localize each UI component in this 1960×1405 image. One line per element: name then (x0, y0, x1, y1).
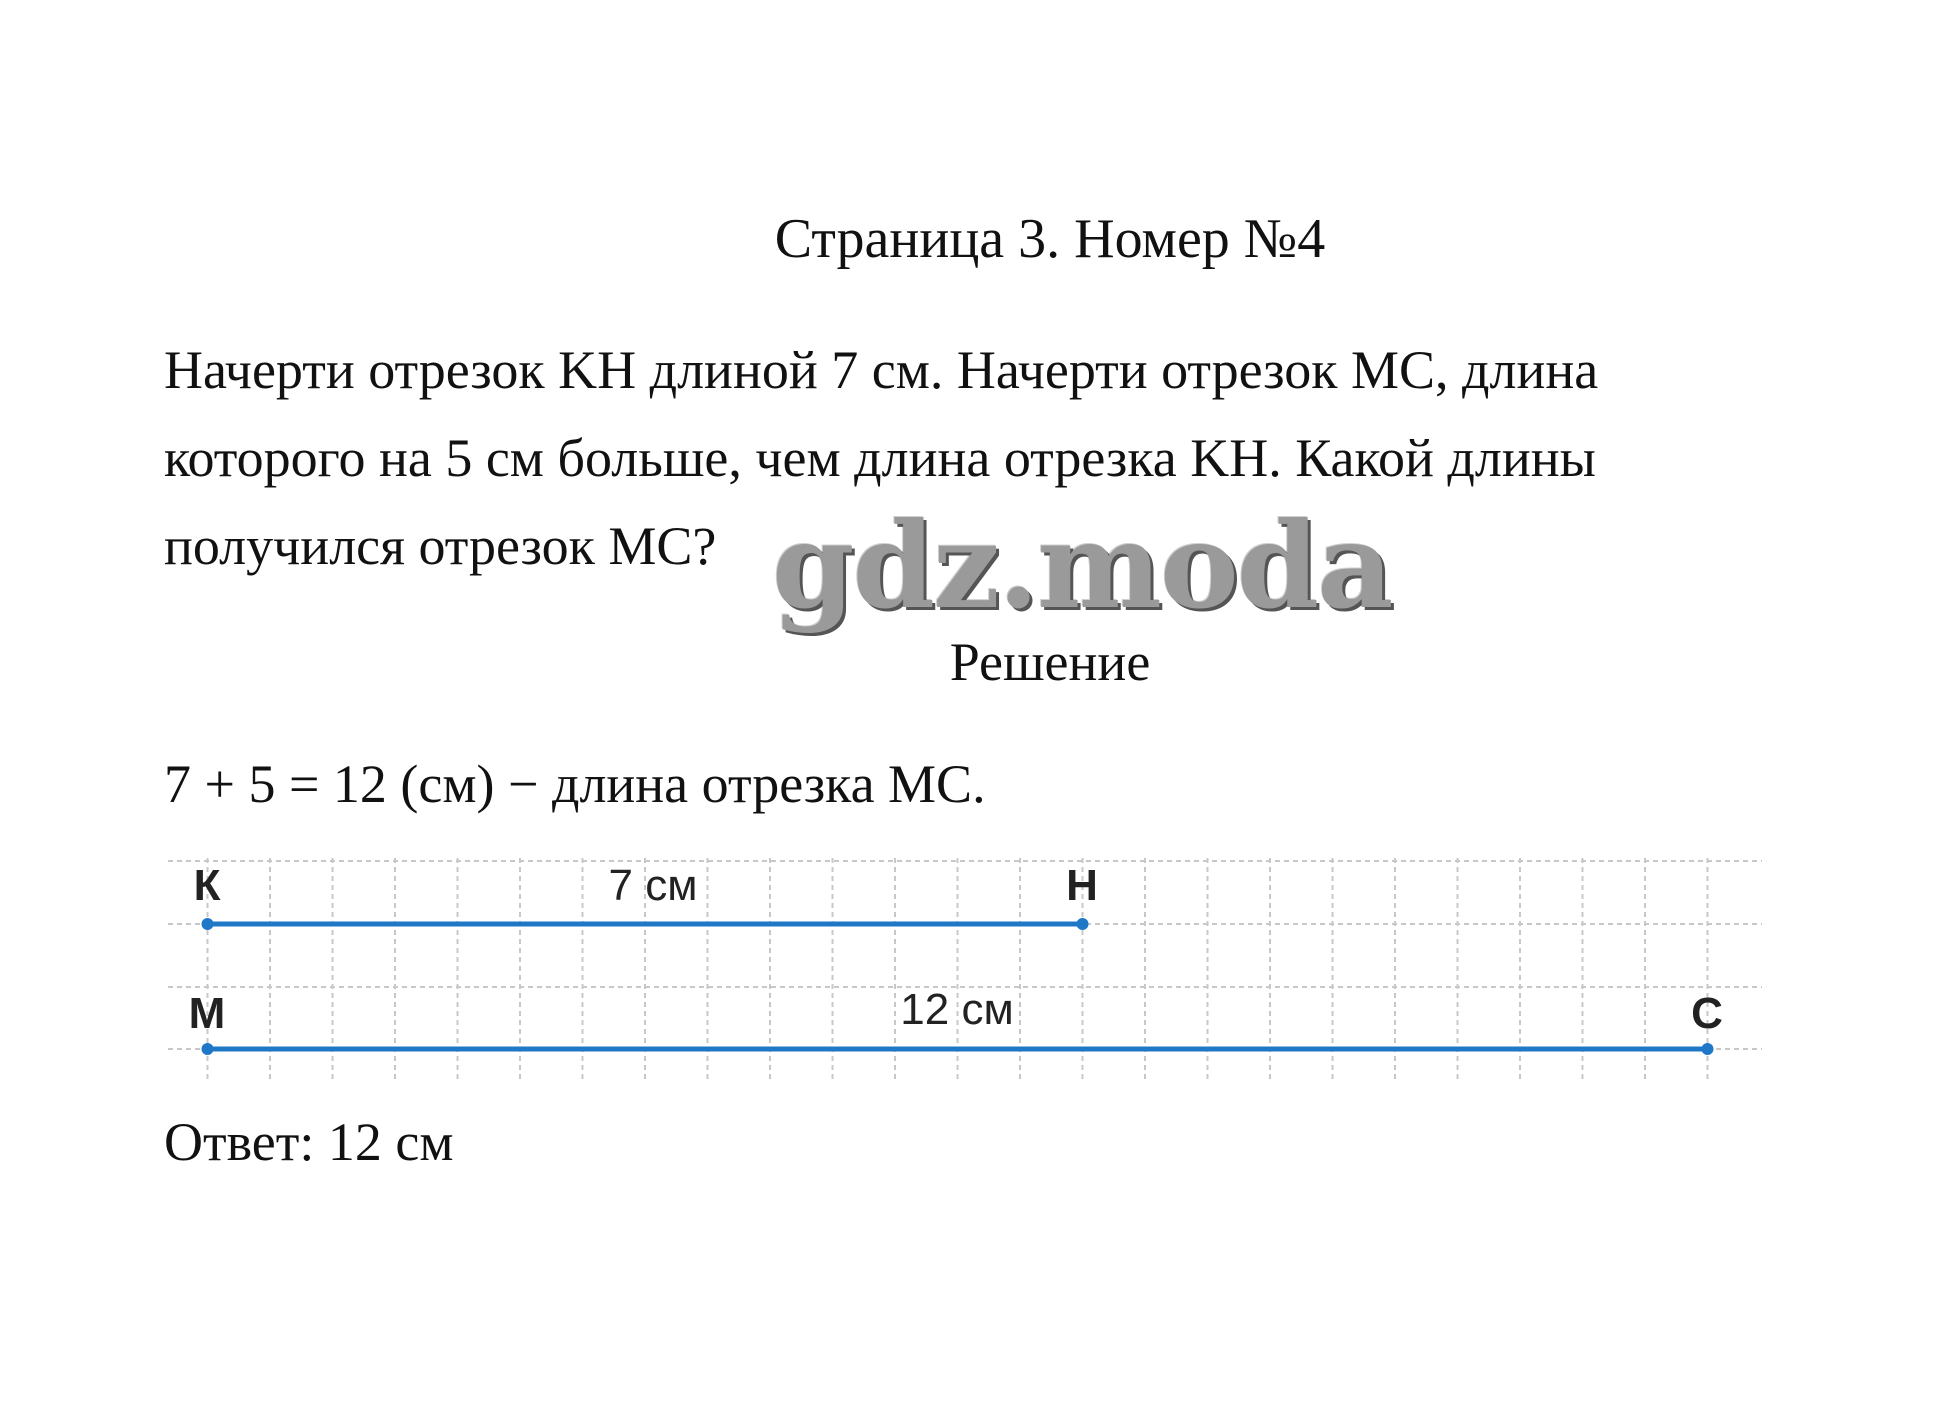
page-title: Страница 3. Номер №4 (774, 208, 1326, 270)
answer-text: Ответ: 12 см (164, 1112, 454, 1172)
point-label-c: С (1691, 989, 1723, 1038)
segment-mc-end-point (1702, 1043, 1714, 1055)
segment-kh-length-label: 7 см (608, 861, 698, 910)
solution-equation: 7 + 5 = 12 (см) − длина отрезка МС. (164, 754, 986, 814)
segment-mc-length-label: 12 см (900, 985, 1014, 1034)
point-label-k: К (193, 861, 221, 910)
point-label-m: М (188, 989, 226, 1038)
segment-mc-start-point (202, 1043, 214, 1055)
segment-kh-start-point (202, 918, 214, 930)
watermark-logo: gdz.moda (772, 496, 1392, 635)
point-label-h: Н (1066, 861, 1098, 910)
segment-kh-end-point (1077, 918, 1089, 930)
problem-line: которого на 5 см больше, чем длина отрезка KH. Какой длины (164, 428, 1596, 488)
solution-heading: Решение (949, 632, 1151, 692)
problem-line: Начерти отрезок KH длиной 7 см. Начерти отрезок МС, длина (164, 340, 1599, 400)
problem-line: получился отрезок МС? (164, 516, 717, 576)
